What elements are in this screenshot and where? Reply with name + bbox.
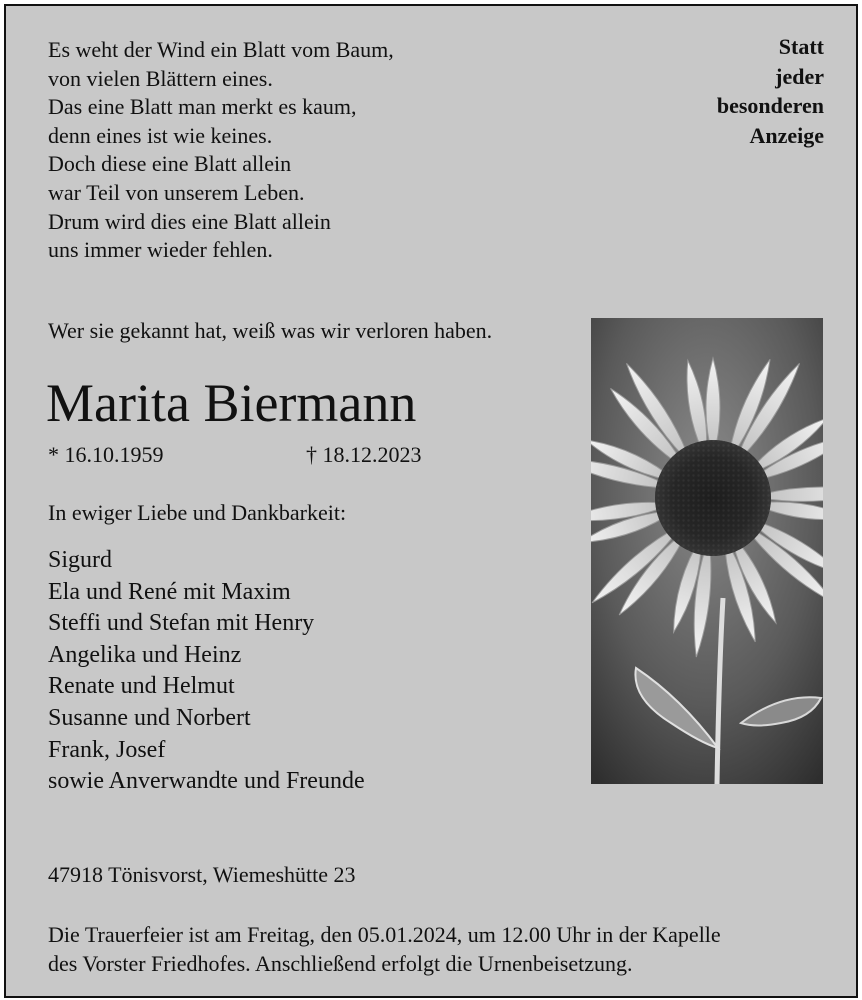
deceased-name: Marita Biermann — [46, 373, 417, 433]
statt-line: Anzeige — [749, 122, 824, 148]
statt-line: besonderen — [716, 93, 824, 118]
statt-line: Statt — [778, 34, 824, 59]
mourner: sowie Anverwandte und Freunde — [48, 768, 365, 795]
statt-anzeige-note — [717, 32, 824, 150]
poem-line: Das eine Blatt man merkt es kaum, — [48, 94, 357, 120]
address: 47918 Tönisvorst, Wiemeshütte 23 — [48, 862, 356, 887]
mourner: Frank, Josef — [48, 736, 166, 763]
poem-line: war Teil von unserem Leben. — [48, 179, 305, 205]
mourner: Steffi und Stefan mit Henry — [48, 610, 315, 637]
dedication: In ewiger Liebe und Dankbarkeit: — [48, 500, 347, 525]
statt-line: jeder — [775, 63, 824, 89]
service-line: des Vorster Friedhofes. Anschließend erfolgt die Urnenbeisetzung. — [48, 951, 633, 976]
poem-line: denn eines ist wie keines. — [48, 122, 273, 148]
poem-line: Doch diese eine Blatt allein — [48, 151, 292, 177]
mourner: Angelika und Heinz — [48, 641, 242, 668]
sunflower-image — [591, 318, 823, 784]
mourner: Ela und René mit Maxim — [48, 578, 291, 605]
quote: Wer sie gekannt hat, weiß was wir verloren haben. — [48, 318, 493, 343]
service-info — [48, 920, 721, 978]
mourners-list — [48, 545, 365, 798]
mourner: Sigurd — [48, 547, 113, 573]
poem-line: von vielen Blättern eines. — [48, 65, 273, 91]
poem-line: Es weht der Wind ein Blatt vom Baum, — [48, 37, 394, 62]
birth-date: * 16.10.1959 — [48, 442, 164, 467]
mourner: Susanne und Norbert — [48, 704, 251, 731]
service-line: Die Trauerfeier ist am Freitag, den 05.01.2024, um 12.00 Uhr in der Kapelle — [48, 922, 721, 947]
poem-line: Drum wird dies eine Blatt allein — [48, 208, 331, 234]
death-date: † 18.12.2023 — [306, 442, 422, 467]
obituary-notice — [4, 4, 858, 998]
poem — [48, 36, 394, 265]
poem-line: uns immer wieder fehlen. — [48, 237, 273, 263]
mourner: Renate und Helmut — [48, 673, 235, 700]
